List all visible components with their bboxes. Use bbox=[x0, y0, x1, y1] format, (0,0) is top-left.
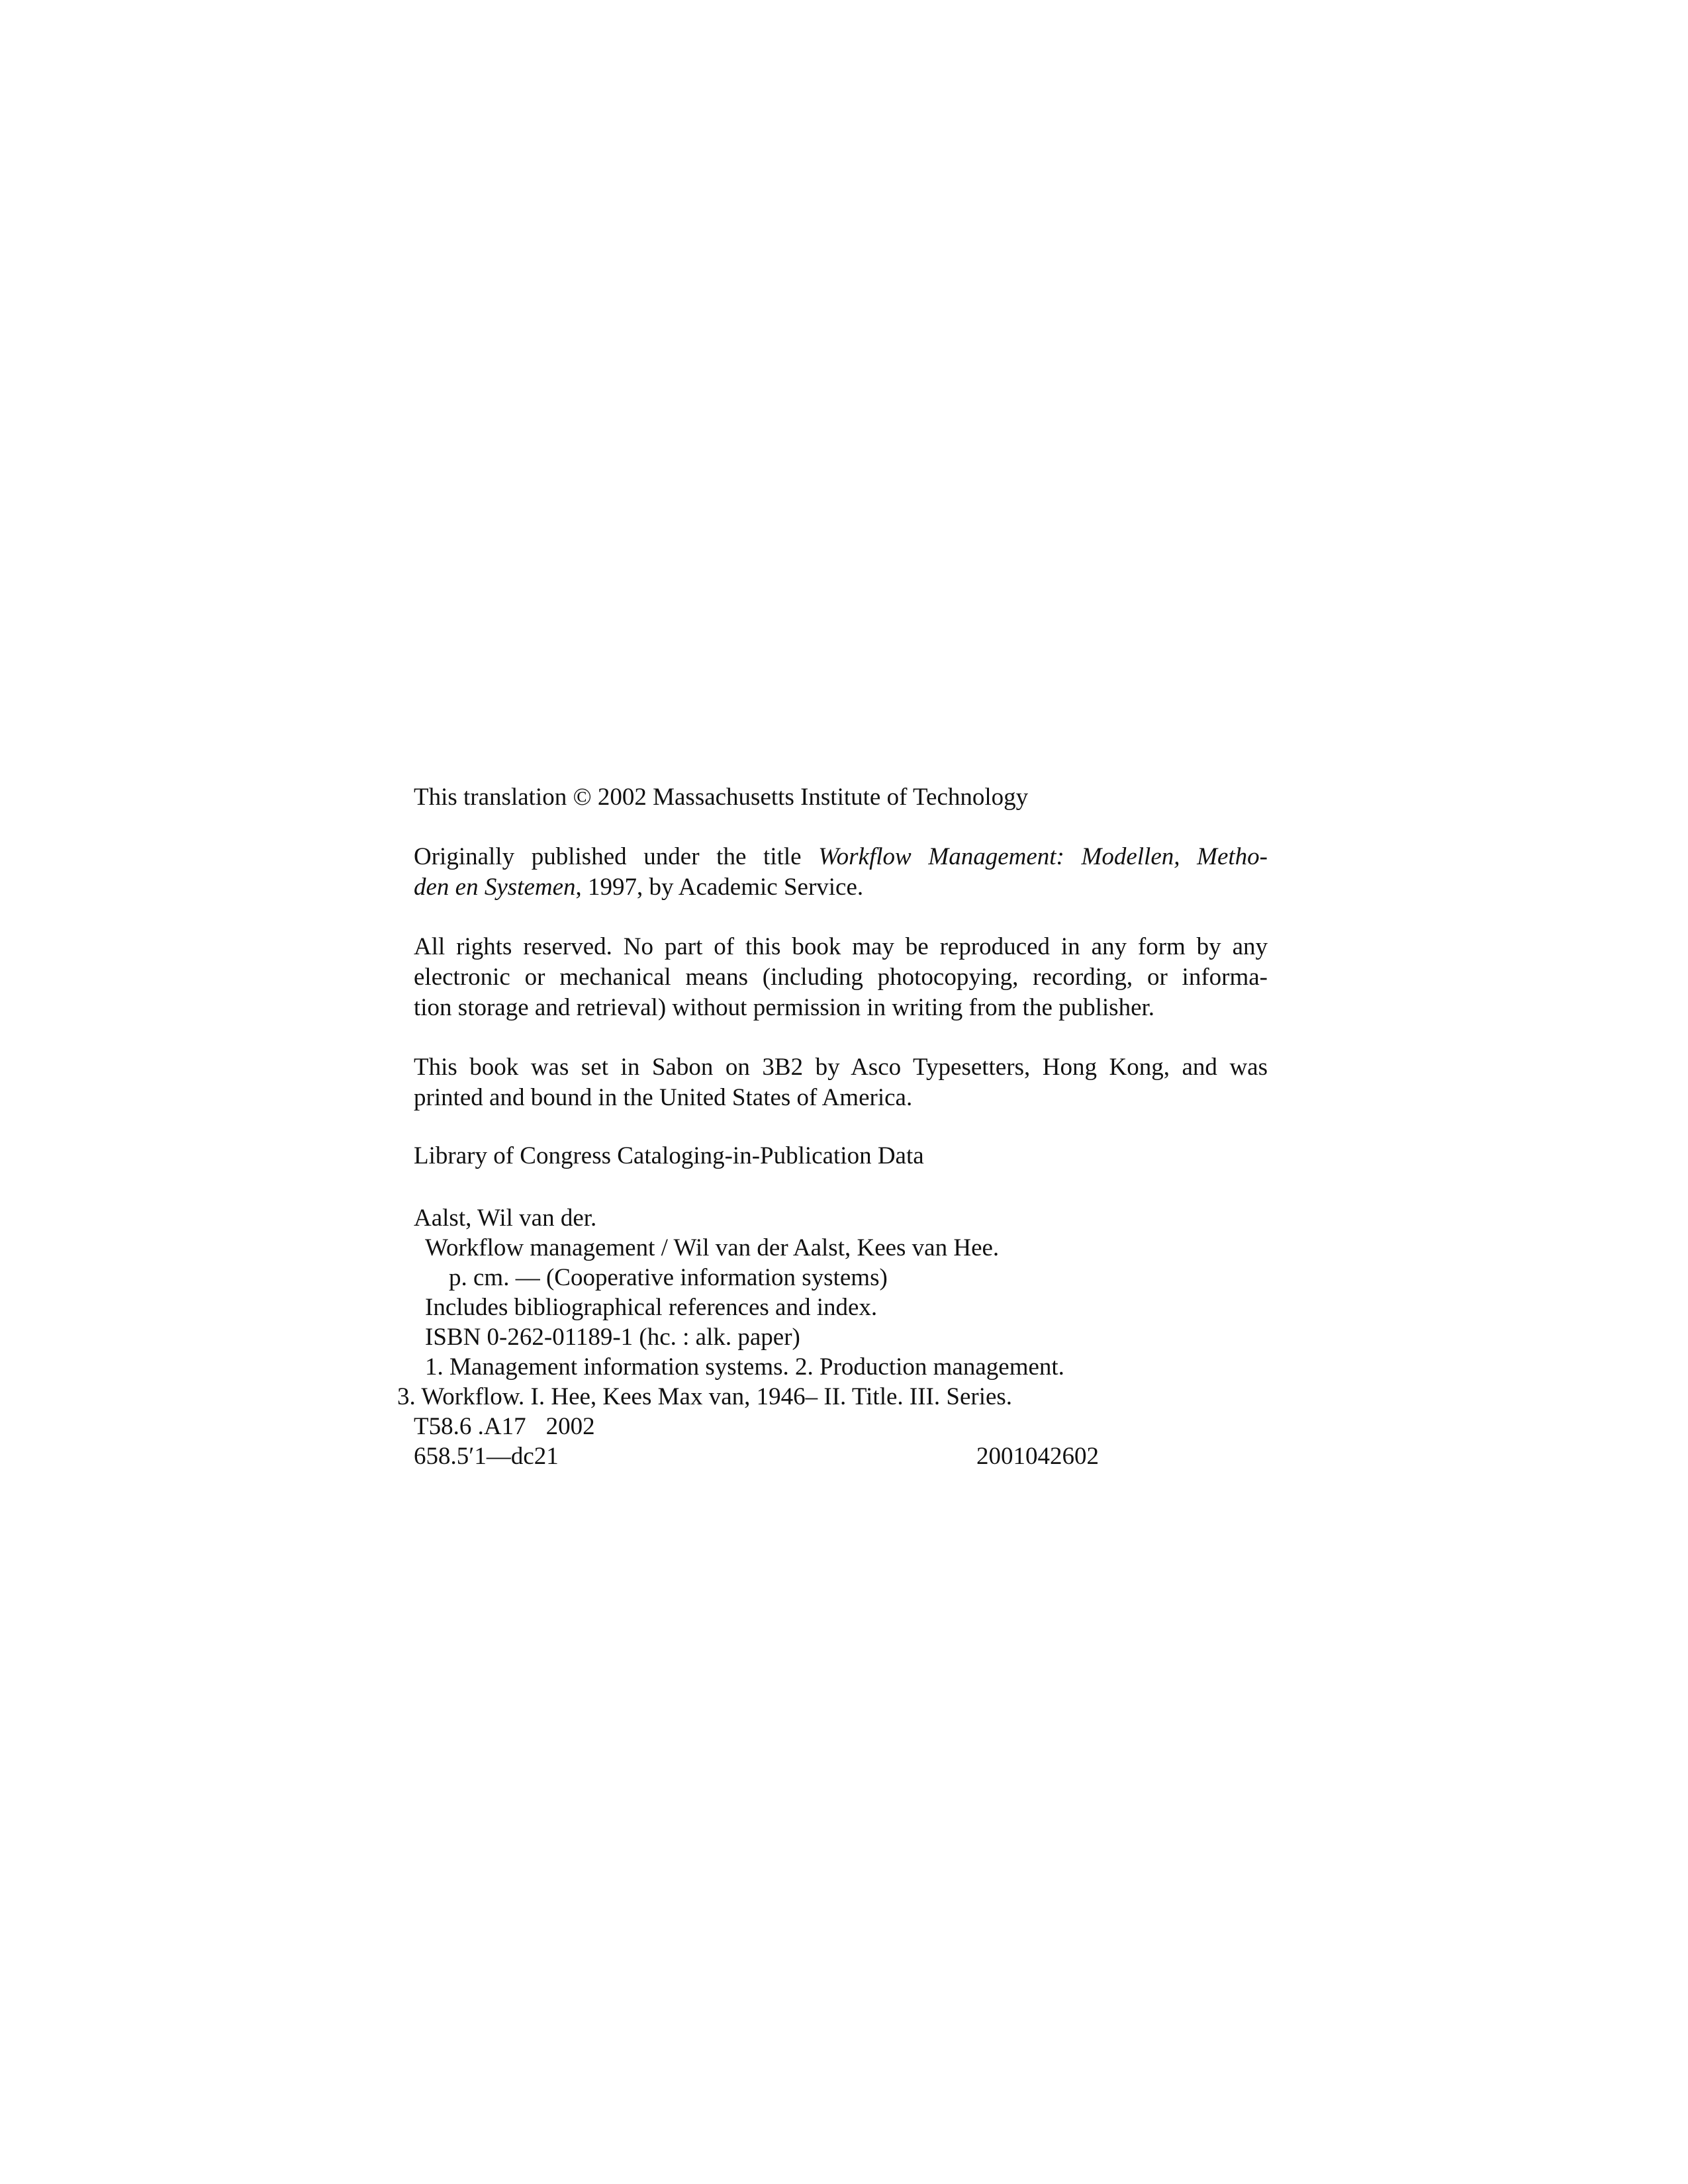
copyright-notice bbox=[414, 782, 1268, 813]
cip-call-number-row bbox=[397, 1412, 1125, 1441]
cip-record bbox=[397, 1203, 1125, 1471]
cip-lccn: 2001042602 bbox=[976, 1443, 1099, 1470]
rights-line-2: electronic or mechanical means (including photocopying, recording, or informa- bbox=[414, 964, 1268, 991]
cip-subjects-2: 3. Workflow. I. Hee, Kees Max van, 1946– II. Title. III. Series. bbox=[397, 1383, 1013, 1410]
copyright-symbol: © bbox=[573, 784, 592, 811]
original-prefix: Originally published under the title bbox=[414, 843, 802, 870]
original-line-2 bbox=[414, 872, 1268, 903]
cip-heading bbox=[414, 1141, 1268, 1171]
cip-dewey-row bbox=[397, 1441, 1125, 1471]
cip-author: Aalst, Wil van der. bbox=[414, 1205, 597, 1232]
cip-call-year: 2002 bbox=[545, 1413, 595, 1440]
original-title-part-2: den en Systemen bbox=[414, 874, 576, 901]
original-line-1 bbox=[414, 842, 1268, 872]
original-publication-notice bbox=[414, 842, 1268, 903]
cip-subjects-1: 1. Management information systems. 2. Production management. bbox=[425, 1353, 1064, 1381]
typeset-line-2: printed and bound in the United States of America. bbox=[414, 1084, 913, 1111]
rights-line-3: tion storage and retrieval) without permission in writing from the publisher. bbox=[414, 994, 1155, 1021]
typeset-line-1: This book was set in Sabon on 3B2 by Asco Typesetters, Hong Kong, and was bbox=[414, 1054, 1268, 1081]
cip-notes: Includes bibliographical references and index. bbox=[425, 1294, 878, 1321]
copyright-line bbox=[414, 782, 1268, 813]
cip-pages: p. cm. — (Cooperative information systems) bbox=[449, 1264, 888, 1291]
cip-heading-text: Library of Congress Cataloging-in-Publication Data bbox=[414, 1142, 924, 1169]
typesetting-notice bbox=[414, 1052, 1268, 1113]
cip-dewey: 658.5′1—dc21 bbox=[414, 1443, 559, 1470]
copyright-prefix: This translation bbox=[414, 784, 567, 811]
original-publisher: , 1997, by Academic Service. bbox=[575, 874, 864, 901]
cip-isbn: ISBN 0-262-01189-1 (hc. : alk. paper) bbox=[425, 1324, 800, 1351]
cip-call-number: T58.6 .A17 bbox=[414, 1413, 526, 1440]
original-title-part-1: Workflow Management: Modellen, Metho- bbox=[818, 843, 1268, 870]
rights-line-1: All rights reserved. No part of this book may be reproduced in any form by any bbox=[414, 933, 1268, 960]
cip-title: Workflow management / Wil van der Aalst, Kees van Hee. bbox=[425, 1234, 1000, 1261]
rights-notice bbox=[414, 932, 1268, 1023]
copyright-text: 2002 Massachusetts Institute of Technology bbox=[597, 784, 1029, 811]
